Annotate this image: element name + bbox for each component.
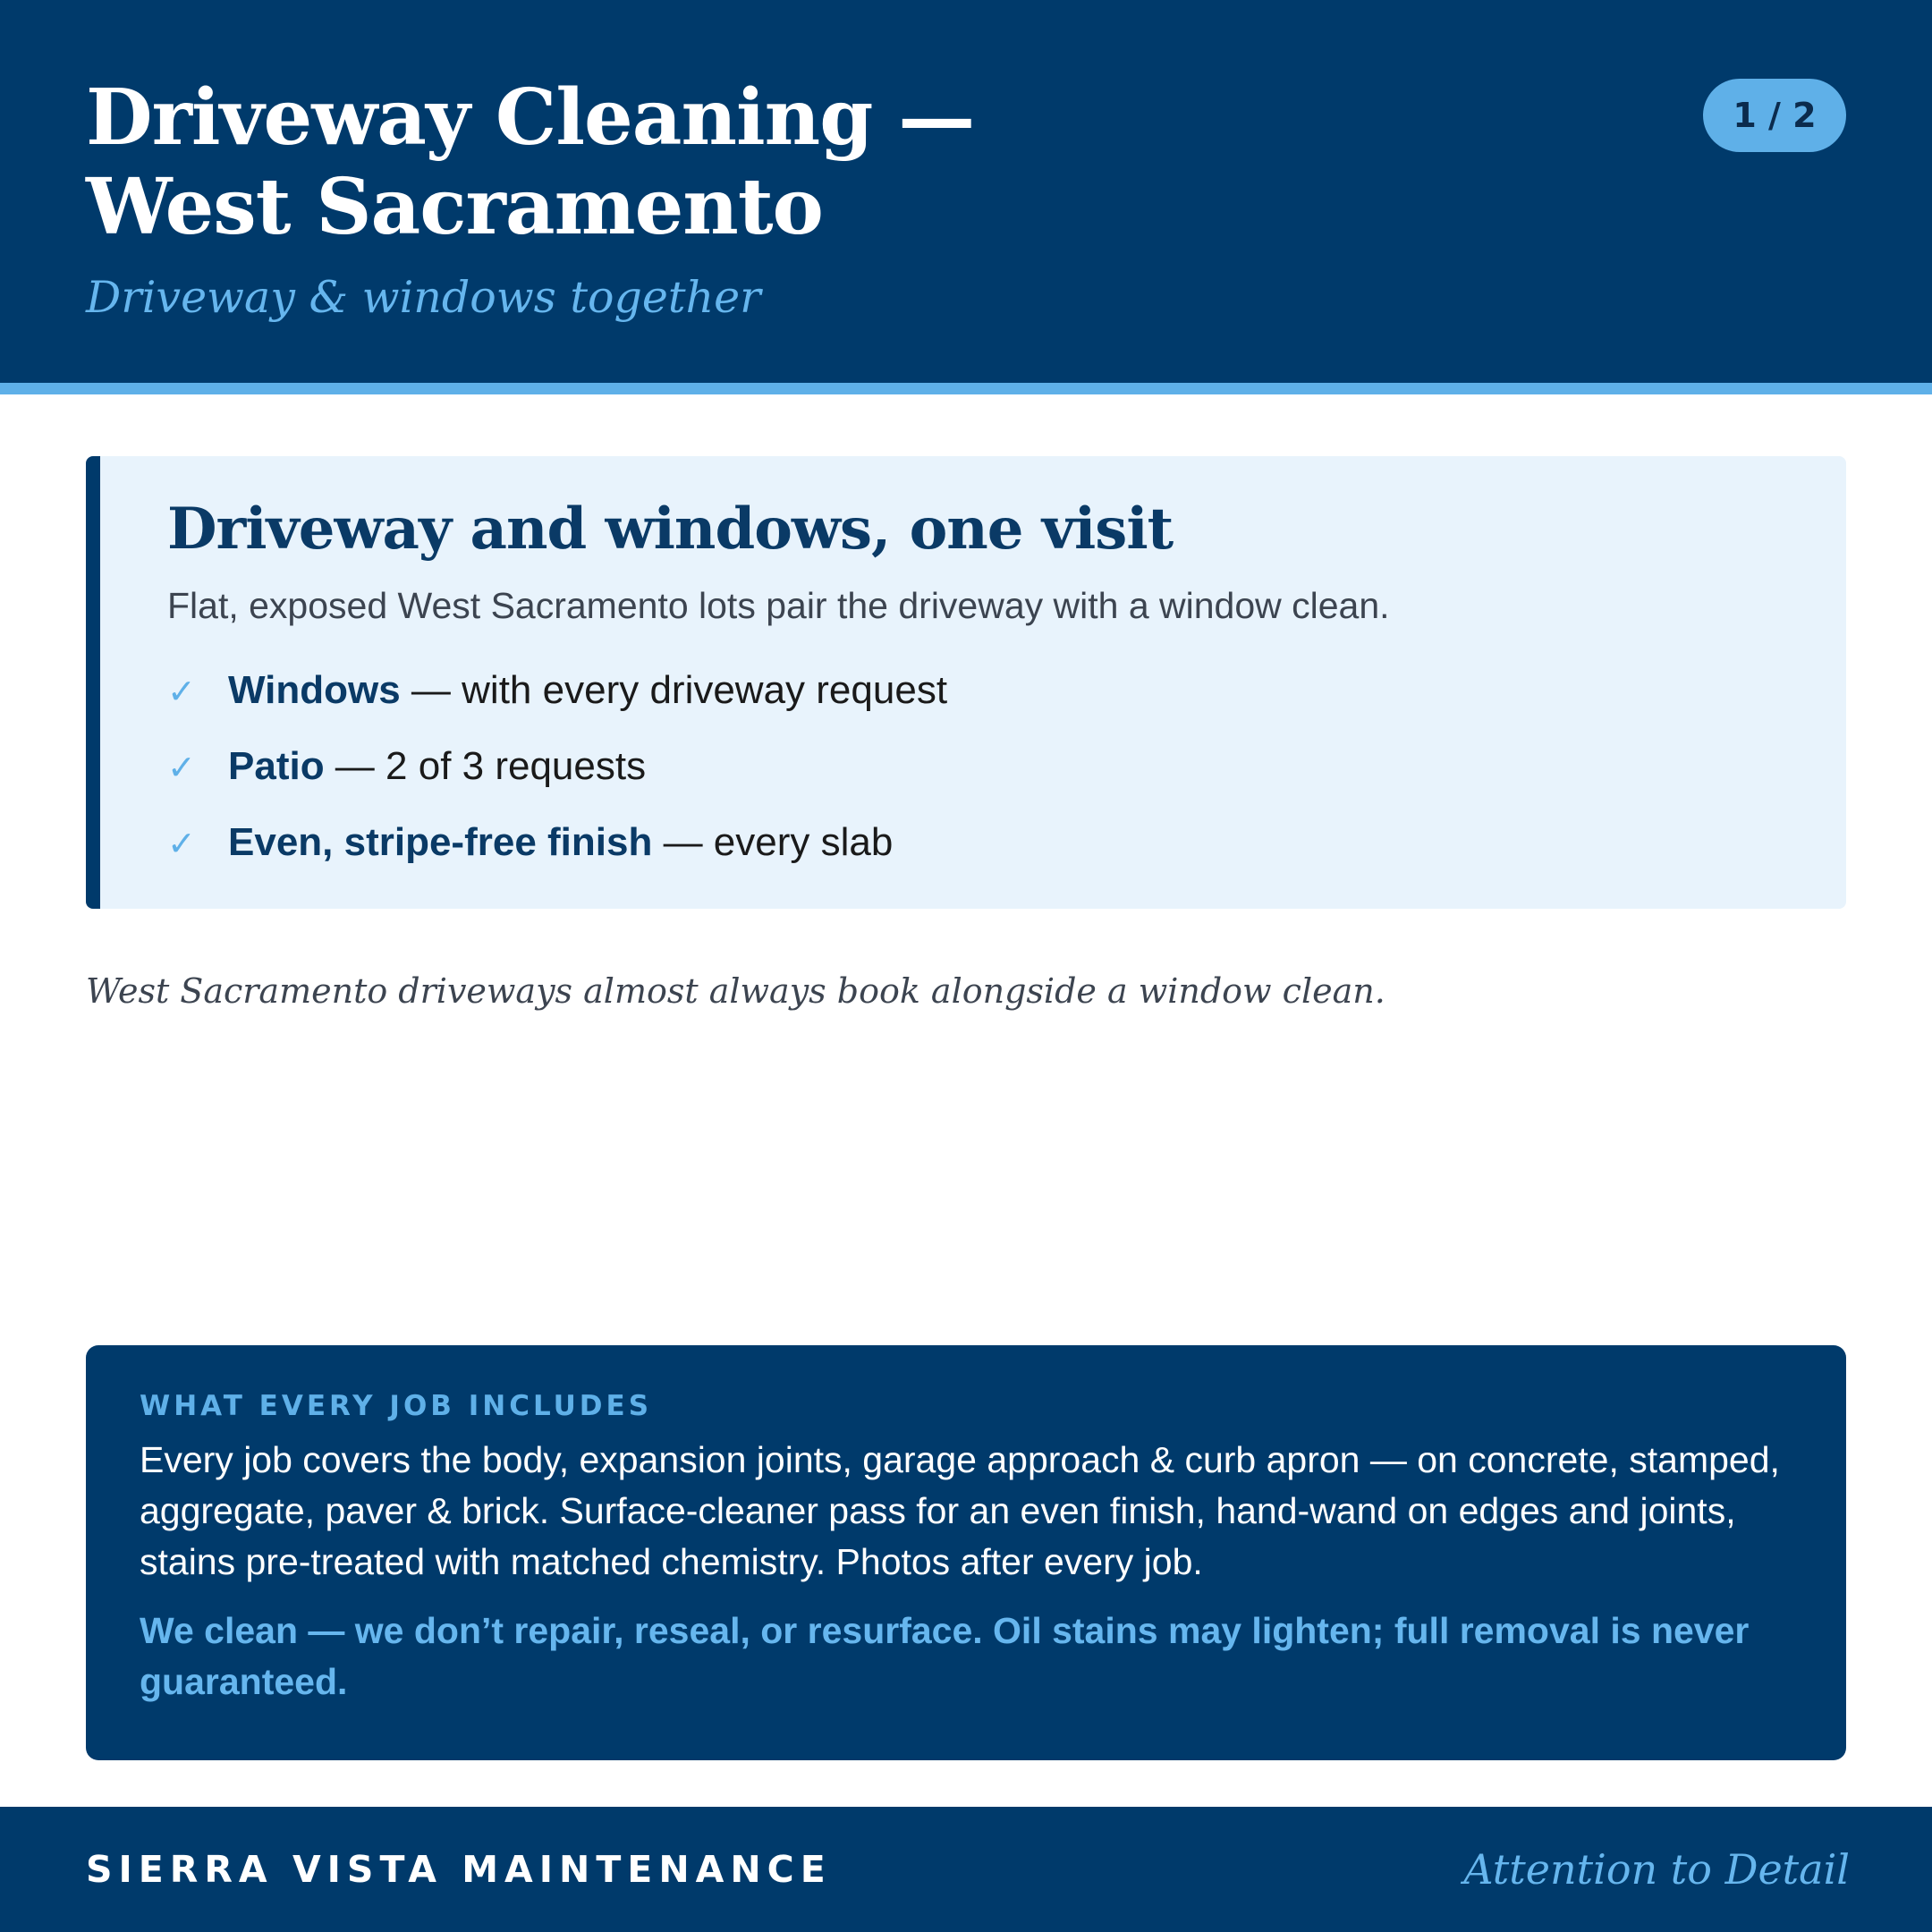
header [0, 0, 1932, 383]
page-title-line-2: West Sacramento [86, 162, 823, 252]
checklist-item-title: Patio [228, 744, 325, 788]
check-icon: ✓ [167, 672, 196, 711]
checklist-item-title: Even, stripe-free finish [228, 820, 653, 864]
checklist-item-detail: — every slab [652, 820, 894, 864]
checklist-item-finish [167, 807, 947, 883]
includes-label: WHAT EVERY JOB INCLUDES [140, 1390, 653, 1422]
checklist [167, 655, 947, 883]
page-title-line-1: Driveway Cleaning — [86, 72, 975, 163]
card-heading: Driveway and windows, one visit [167, 496, 1174, 563]
footer-brand: SIERRA VISTA MAINTENANCE [86, 1848, 832, 1891]
card-intro: Flat, exposed West Sacramento lots pair the driveway with a window clean. [167, 585, 1390, 626]
footer-tagline: Attention to Detail [1463, 1845, 1850, 1894]
checklist-item-windows [167, 655, 947, 731]
checklist-item-patio [167, 731, 947, 807]
check-icon: ✓ [167, 748, 196, 787]
check-icon: ✓ [167, 824, 196, 863]
page-title [86, 73, 1428, 252]
footer [0, 1807, 1932, 1932]
checklist-item-detail: — 2 of 3 requests [324, 744, 647, 788]
includes-panel [86, 1345, 1846, 1760]
checklist-item-detail: — with every driveway request [400, 668, 948, 712]
page-indicator-badge: 1 / 2 [1703, 79, 1846, 152]
header-accent-stripe [0, 383, 1932, 394]
checklist-item-title: Windows [228, 668, 401, 712]
page-subtitle: Driveway & windows together [86, 272, 761, 323]
includes-body: Every job covers the body, expansion joints, garage approach & curb apron — on concrete, stamped, aggregate, paver & brick. Surface-cleaner pass for an even finish, hand-wand on edges and joints, stains pre-treated with matched chemistry. Photos after every job. [140, 1439, 1780, 1582]
feature-card [86, 456, 1846, 909]
includes-disclaimer: We clean — we don’t repair, reseal, or resurface. Oil stains may lighten; full removal is never guaranteed. [140, 1610, 1750, 1702]
booking-note: West Sacramento driveways almost always book alongside a window clean. [86, 971, 1385, 1011]
